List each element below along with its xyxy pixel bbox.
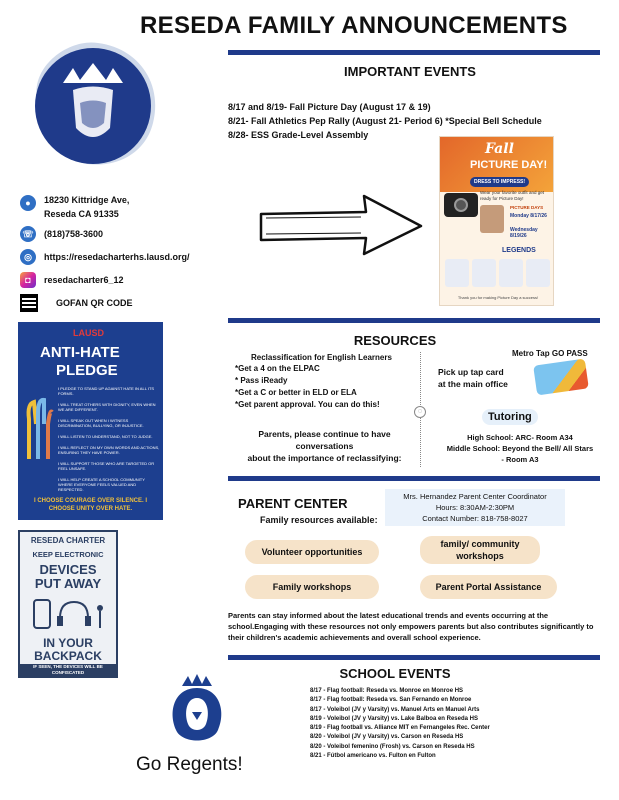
parent-portal-pill: Parent Portal Assistance [420, 575, 557, 599]
pledge-item: I WILL REFLECT ON MY OWN WORDS AND ACTIONS, ENSURING THEY HAVE POWER. [58, 445, 160, 455]
resources-divider [228, 318, 600, 323]
tutoring-ms-line1: Middle School: Beyond the Bell/ All Stars [446, 444, 594, 453]
address-row [20, 195, 129, 219]
poster-days-header: PICTURE DAYS [510, 205, 544, 210]
picture-day-poster [439, 136, 554, 306]
website-row [20, 249, 190, 265]
community-workshops-pill: family/ community workshops [420, 536, 540, 564]
important-events-title: IMPORTANT EVENTS [344, 64, 476, 79]
tap-line2: at the main office [438, 379, 508, 389]
school-event-item: 8/19 - Flag football vs. Alliance MIT en Fernangeles Rec. Center [310, 725, 490, 732]
volunteer-opportunities-pill: Volunteer opportunities [245, 540, 379, 564]
device-icons [30, 596, 108, 632]
tap-card-image [533, 359, 589, 396]
phone-row [20, 226, 103, 242]
phone-number[interactable]: (818)758-3600 [44, 229, 104, 239]
reclass-note-line3: about the importance of reclassifying: [247, 453, 402, 463]
raised-hands-icon [24, 394, 54, 464]
tap-card-info [438, 366, 528, 390]
address-line2: Reseda CA 91335 [44, 209, 119, 219]
tutoring-info [425, 432, 615, 465]
instagram-icon: ◘ [20, 272, 36, 288]
location-pin-icon: ● [20, 195, 36, 211]
lausd-label: LAUSD [73, 328, 104, 338]
parent-center-paragraph: Parents can stay informed about the latest educational trends and events occurring at the school.Engaging with these resources not only empowers parents but also contributes significantly to their children's academic achievements and overall school experience. [228, 611, 594, 642]
event-item: 8/17 and 8/19- Fall Picture Day (August 17 & 19) [228, 102, 431, 112]
phone-icon: ☏ [20, 226, 36, 242]
school-events-list [310, 687, 610, 761]
parent-center-divider [228, 476, 600, 481]
poster-day1: Monday 8/17/26 [510, 213, 547, 219]
pledge-list [58, 386, 160, 492]
pledge-item: I WILL HELP CREATE A SCHOOL COMMUNITY WHERE EVERYONE FEELS VALUED AND RESPECTED. [58, 477, 145, 492]
event-item: 8/28- ESS Grade-Level Assembly [228, 130, 369, 140]
device-footer: IF SEEN, THE DEVICES WILL BE CONFISCATED [20, 664, 116, 678]
poster-day2: Wednesday 8/19/26 [510, 227, 538, 239]
school-logo [18, 28, 168, 178]
school-event-item: 8/21 - Fútbol americano vs. Fulton en Fulton [310, 753, 436, 760]
globe-icon: ◎ [20, 249, 36, 265]
camera-icon [444, 193, 478, 217]
lion-mascot [162, 672, 232, 752]
pledge-item: I WILL SUPPORT THOSE WHO ARE TARGETED OR FEEL UNSAFE. [58, 461, 155, 471]
parent-center-contact [385, 489, 565, 526]
poster-title-line2: PICTURE DAY! [470, 159, 548, 171]
resources-title: RESOURCES [353, 333, 437, 348]
poster-title-line1: Fall [485, 141, 514, 157]
address-line1: 18230 Kittridge Ave, [44, 195, 130, 205]
reclassification-block [235, 352, 415, 411]
poster-subtitle: DRESS TO IMPRESS! [470, 177, 529, 187]
event-item: 8/21- Fall Athletics Pep Rally (August 21- Period 6) *Special Bell Schedule [228, 116, 542, 126]
center-phone: Contact Number: 818-758-8027 [422, 514, 528, 523]
coordinator-name: Mrs. Hernandez Parent Center Coordinator [403, 492, 547, 501]
instagram-row [20, 272, 124, 288]
reclassify-note [232, 428, 417, 464]
school-event-item: 8/17 - Voleibol (JV y Varsity) vs. Manuel Arts en Manuel Arts [310, 706, 480, 713]
reclass-item: * Pass iReady [235, 376, 288, 385]
anti-hate-title-line2: PLEDGE [56, 362, 118, 379]
tap-line1: Pick up tap card [438, 367, 504, 377]
device-school: RESEDA CHARTER [30, 536, 106, 545]
website-link[interactable]: https://resedacharterhs.lausd.org/ [44, 252, 190, 262]
reclass-item: *Get a C or better in ELD or ELA [235, 388, 357, 397]
pledge-item: I PLEDGE TO STAND UP AGAINST HATE IN ALL ITS FORMS. [58, 386, 155, 396]
go-regents-slogan: Go Regents! [136, 754, 243, 775]
instagram-handle[interactable]: resedacharter6_12 [44, 275, 124, 285]
poster-steps [445, 259, 550, 287]
school-events-title: SCHOOL EVENTS [339, 666, 451, 681]
school-event-item: 8/17 - Flag football: Reseda vs. San Fernando en Monroe [310, 697, 472, 704]
pledge-item: I WILL LISTEN TO UNDERSTAND, NOT TO JUDGE. [58, 434, 153, 439]
device-line1: KEEP ELECTRONIC [32, 550, 104, 559]
center-hours: Hours: 8:30AM-2:30PM [435, 503, 515, 512]
gofan-label: GOFAN QR CODE [56, 298, 133, 308]
device-line3: PUT AWAY [34, 576, 102, 591]
page-title: RESEDA FAMILY ANNOUNCEMENTS [140, 12, 568, 39]
anti-hate-title-line1: ANTI-HATE [40, 344, 120, 361]
device-line2: DEVICES [39, 562, 97, 577]
anti-hate-footer: I CHOOSE COURAGE OVER SILENCE. I CHOOSE UNITY OVER HATE. [33, 498, 147, 512]
reclass-item: *Get a 4 on the ELPAC [235, 364, 320, 373]
school-events-divider [228, 655, 600, 660]
school-event-item: 8/20 - Voleibol femenino (Frosh) vs. Carson en Reseda HS [310, 743, 475, 750]
family-workshops-pill: Family workshops [245, 575, 379, 599]
important-events-list [228, 100, 618, 142]
poster-brand: LEGENDS [502, 247, 536, 254]
reclass-item: *Get parent approval. You can do this! [235, 400, 380, 409]
reclass-note-line1: Parents, please continue to have [258, 429, 391, 439]
qr-code-icon[interactable] [20, 294, 38, 312]
pledge-item: I WILL TREAT OTHERS WITH DIGNITY, EVEN WHEN WE ARE DIFFERENT. [58, 402, 156, 412]
pledge-item: I WILL SPEAK OUT WHEN I WITNESS DISCRIMINATION, BULLYING, OR INJUSTICE. [58, 418, 144, 428]
anti-hate-pledge-poster [18, 322, 163, 520]
device-policy-poster [18, 530, 118, 678]
arrow-graphic [256, 190, 426, 260]
gofan-row [20, 294, 133, 312]
device-line4: IN YOUR [43, 636, 93, 650]
school-event-item: 8/19 - Voleibol (JV y Varsity) vs. Lake Balboa en Reseda HS [310, 715, 478, 722]
parent-center-title: PARENT CENTER [238, 496, 348, 511]
school-event-item: 8/17 - Flag football: Reseda vs. Monroe en Monroe HS [310, 688, 464, 694]
reclass-title: Reclassification for English Learners [251, 353, 392, 362]
header-divider [228, 50, 600, 55]
parent-center-subtitle: Family resources available: [260, 515, 378, 525]
student-photo [480, 205, 504, 233]
school-event-item: 8/20 - Voleibol (JV y Varsity) vs. Carson en Reseda HS [310, 734, 464, 741]
tutoring-hs: High School: ARC- Room A34 [467, 433, 573, 442]
tutoring-title: Tutoring [482, 409, 538, 425]
metro-title: Metro Tap GO PASS [512, 349, 588, 358]
tutoring-ms-line2: - Room A3 [501, 455, 539, 464]
poster-footer: Thank you for making Picture Day a success! [457, 295, 539, 300]
device-line5: BACKPACK [34, 649, 102, 663]
poster-note: Wear your favorite outfit and get ready for Picture Day! [480, 190, 544, 201]
reclass-note-line2: conversations [295, 441, 354, 451]
divider-marker-icon: ◌ [414, 406, 426, 418]
